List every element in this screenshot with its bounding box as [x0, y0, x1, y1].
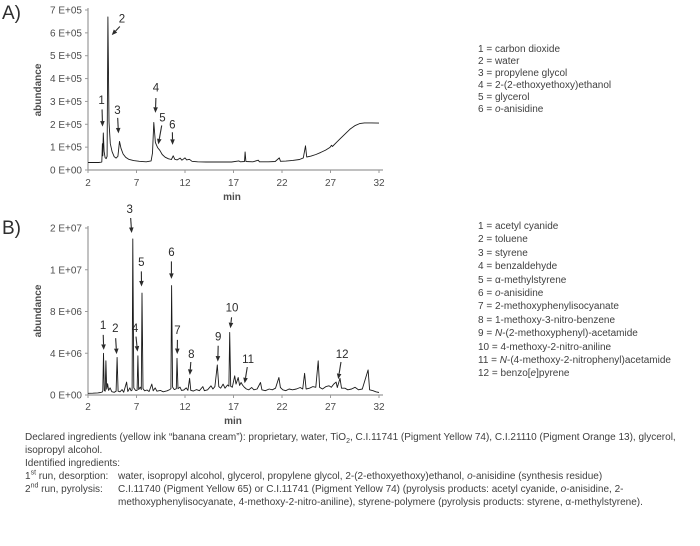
run-1-label: 1st run, desorption:	[25, 469, 109, 482]
y-tick-label: 7 E+05	[50, 5, 82, 17]
peak-arrow-stem	[131, 218, 132, 228]
legend-b-item: 10 = 4-methoxy-2-nitro-aniline	[478, 341, 612, 353]
peak-arrow-head	[216, 356, 221, 362]
legend-b-item: 4 = benzaldehyde	[478, 261, 558, 273]
peak-number: 1	[98, 95, 105, 108]
legend-a-item: 6 = o-anisidine	[478, 104, 544, 115]
x-tick-label: 12	[179, 178, 191, 189]
panel-a-label: A)	[2, 3, 21, 24]
peak-number: 2	[118, 13, 126, 26]
x-tick-label: 17	[227, 178, 240, 189]
peak-arrow-head	[100, 121, 105, 127]
legend-b-item: 8 = 1-methoxy-3-nitro-benzene	[478, 314, 616, 326]
peak-number: 10	[225, 302, 239, 315]
peak-arrow-head	[139, 281, 144, 287]
legend-b-item: 6 = o-anisidine	[478, 288, 544, 300]
y-tick-label: 6 E+05	[50, 28, 82, 40]
y-tick-label: 3 E+05	[50, 96, 82, 108]
x-tick-label: 17	[227, 402, 240, 413]
peak-number: 12	[335, 349, 349, 362]
legend-a-item: 2 = water	[478, 56, 520, 67]
peak-arrow-stem	[118, 118, 119, 128]
peak-number: 5	[159, 112, 166, 125]
x-tick-label: 7	[133, 178, 140, 189]
x-axis-title: min	[223, 192, 241, 203]
peak-number: 7	[174, 324, 181, 337]
x-tick-label: 27	[324, 178, 337, 189]
y-tick-label: 5 E+05	[50, 51, 82, 63]
peak-arrow-stem	[159, 125, 161, 139]
peak-arrow-head	[229, 322, 234, 328]
peak-arrow-head	[101, 344, 106, 350]
peak-number: 2	[112, 323, 119, 336]
legend-b-item: 3 = styrene	[478, 247, 528, 259]
peak-arrow-head	[188, 369, 193, 375]
legend-a-item: 5 = glycerol	[478, 92, 530, 103]
y-tick-label: 1 E+05	[50, 142, 82, 154]
x-tick-label: 7	[133, 402, 140, 413]
legend-b-item: 9 = N-(2-methoxyphenyl)-acetamide	[478, 328, 638, 340]
peak-arrow-head	[337, 373, 342, 379]
x-tick-label: 22	[276, 402, 288, 413]
x-tick-label: 27	[324, 402, 337, 413]
y-tick-label: 2 E+05	[50, 119, 82, 131]
peak-arrow-head	[157, 139, 162, 145]
peak-arrow-head	[169, 273, 174, 279]
peak-number: 8	[188, 349, 195, 362]
peak-arrow-head	[135, 346, 140, 352]
peak-arrow-head	[153, 107, 158, 113]
legend-a-item: 4 = 2-(2-ethoxyethoxy)ethanol	[478, 80, 612, 91]
legend-b-item: 12 = benzo[e]pyrene	[478, 368, 570, 380]
legend-a-item: 1 = carbon dioxide	[478, 44, 561, 55]
legend-b-item: 11 = N-(4-methoxy-2-nitrophenyl)acetamide	[478, 355, 671, 367]
run-2-text: C.I.11740 (Pigment Yellow 65) or C.I.11741 (Pigment Yellow 74) (pyrolysis products: acetyl cyanide, o-anisidine, 2-methoxyphenylisocyanate, 4-methoxy-2-nitro-aniline), styrene-polymere (pyrolysis products: styrene, α-methylstyrene).	[118, 484, 643, 508]
peak-arrow-stem	[339, 362, 341, 374]
panel-b-label: B)	[2, 218, 21, 239]
x-axis-title: min	[224, 416, 242, 427]
y-axis-title: abundance	[33, 63, 44, 117]
peak-number: 6	[168, 247, 175, 260]
peak-number: 9	[214, 331, 222, 344]
legend-b-item: 7 = 2-methoxyphenylisocyanate	[478, 301, 619, 313]
legend-b-item: 2 = toluene	[478, 234, 528, 246]
run-1-row	[25, 470, 688, 483]
peak-arrow-stem	[246, 367, 248, 378]
peak-arrow-head	[170, 139, 175, 145]
run-1-text: water, isopropyl alcohol, glycerol, propylene glycol, 2-(2-ethoxyethoxy)ethanol, o-anisidine (synthesis residue)	[118, 471, 603, 482]
peak-arrow-head	[116, 128, 121, 134]
y-axis-title: abundance	[33, 284, 44, 338]
x-tick-label: 22	[276, 178, 288, 189]
peak-number: 11	[242, 354, 255, 367]
peak-arrow-head	[243, 378, 248, 384]
peak-arrow-stem	[231, 317, 232, 322]
peak-number: 1	[99, 319, 107, 332]
peak-arrow-stem	[136, 337, 137, 347]
x-tick-label: 32	[373, 402, 385, 413]
peak-arrow-stem	[190, 362, 191, 369]
peak-number: 5	[138, 257, 145, 270]
y-tick-label: 4 E+05	[50, 74, 82, 86]
peak-number: 3	[126, 203, 133, 216]
legend-b	[478, 220, 671, 381]
legend-b-item: 5 = α-methylstyrene	[478, 274, 567, 286]
y-tick-label: 8 E+06	[50, 307, 82, 318]
y-tick-label: 0 E+00	[50, 165, 82, 177]
peak-arrow-head	[175, 349, 180, 355]
caption	[25, 431, 688, 509]
peak-arrow-stem	[116, 26, 120, 31]
legend-b-item: 1 = acetyl cyanide	[478, 221, 559, 232]
identified-ingredients-heading: Identified ingredients:	[25, 458, 121, 469]
chromatogram-trace	[88, 17, 379, 163]
run-2-row	[25, 483, 688, 509]
legend-a	[478, 44, 611, 116]
y-tick-label: 2 E+07	[50, 223, 82, 235]
x-tick-label: 12	[179, 402, 191, 413]
y-tick-label: 4 E+06	[50, 348, 82, 360]
chromatogram-trace	[88, 239, 379, 393]
legend-a-item: 3 = propylene glycol	[478, 68, 568, 79]
peak-arrow-head	[129, 227, 134, 233]
y-tick-label: 0 E+00	[50, 390, 82, 402]
y-tick-label: 1 E+07	[50, 265, 82, 277]
run-2-label: 2nd run, pyrolysis:	[25, 482, 103, 495]
x-tick-label: 2	[85, 402, 91, 413]
peak-arrow-stem	[116, 338, 117, 348]
peak-number: 4	[131, 323, 139, 336]
peak-number: 6	[169, 119, 176, 132]
x-tick-label: 2	[85, 178, 91, 189]
declared-ingredients: Declared ingredients (yellow ink “banana cream”): proprietary, water, TiO$_2$, C.I.11741 (Pigment Yellow 74), C.I.21110 (Pigment Orange 13), glycerol, isopropyl alcohol.	[25, 432, 676, 456]
x-tick-label: 32	[373, 178, 385, 189]
peak-number: 4	[152, 82, 160, 95]
peak-arrow-head	[114, 348, 119, 354]
peak-number: 3	[114, 105, 121, 118]
